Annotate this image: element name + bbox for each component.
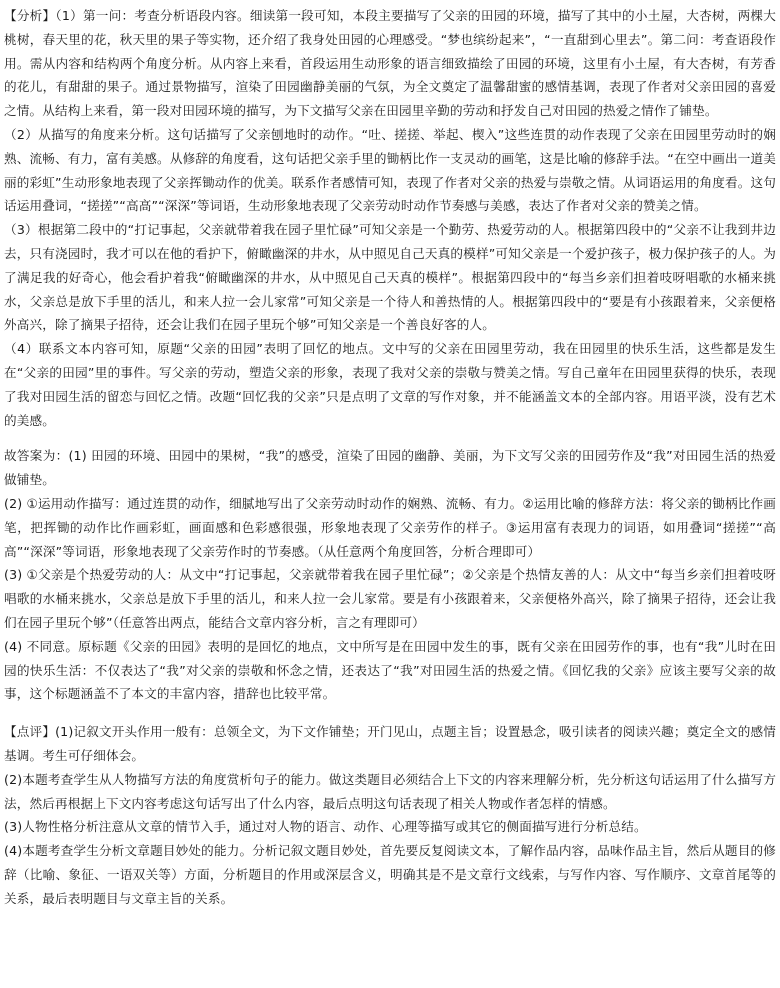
answer-2: (2) ①运用动作描写：通过连贯的动作，细腻地写出了父亲劳动时动作的娴熟、流畅、有力。②运用比喻的修辞方法：将父亲的锄柄比作画笔，把挥锄的动作比作画彩虹，画面感和色彩感很强，形象地表现了父亲劳作的样子。③运用富有表现力的词语，如用叠词“搓搓”“高高”“深深”等词语，形象地表现了父亲劳作时的节奏感。（从任意两个角度回答，分析合理即可） <box>4 495 776 559</box>
comment-1: 【点评】(1)记叙文开头作用一般有：总领全文，为下文作铺垫；开门见山，点题主旨；设置悬念，吸引读者的阅读兴趣；奠定全文的感情基调。考生可仔细体会。 <box>4 724 776 763</box>
comment-2: (2)本题考查学生从人物描写方法的角度赏析句子的能力。做这类题目必须结合上下文的内容来理解分析，先分析这句话运用了什么描写方法，然后再根据上下文内容考虑这句话写出了什么内容，最后点明这句话表现了相关人物或作者怎样的情感。 <box>4 771 776 811</box>
analysis-paragraph-4: （4）联系文本内容可知，原题“父亲的田园”表明了回忆的地点。文中写的父亲在田园里劳动，我在田园里的快乐生活，这些都是发生在“父亲的田园”里的事件。写父亲的劳动，塑造父亲的形象，表现了我对父亲的崇敬与赞美之情。写自己童年在田园里获得的快乐，表现了我对田园生活的留恋与回忆之情。改题“回忆我的父亲”只是点明了文章的写作对象，并不能涵盖文本的全部内容。用语平淡，没有艺术的美感。 <box>4 341 776 428</box>
solution-document <box>4 4 776 910</box>
analysis-tag: 【分析】 <box>4 8 56 23</box>
answer-4: (4) 不同意。原标题《父亲的田园》表明的是回忆的地点，文中所写是在田园中发生的事，既有父亲在田园劳作的事，也有“我”儿时在田园的快乐生活：不仅表达了“我”对父亲的崇敬和怀念之情，还表达了“我”对田园生活的热爱之情。《回忆我的父亲》应该主要写父亲的故事，这个标题涵盖不了本文的丰富内容，措辞也比较平常。 <box>4 638 776 702</box>
answer-intro: 故答案为：(1) 田园的环境、田园中的果树，“我”的感受，渲染了田园的幽静、美丽，为下文写父亲的田园劳作及“我”对田园生活的热爱做铺垫。 <box>4 448 776 488</box>
analysis-paragraph-3: （3）根据第二段中的“打记事起，父亲就带着我在园子里忙碌”可知父亲是一个勤劳、热爱劳动的人。根据第四段中的“父亲不让我到井边去，只有浇园时，我才可以在他的看护下，俯瞰幽深的井水，从中照见自己天真的模样”可知父亲是一个爱护孩子，极力保护孩子的人。为了满足我的好奇心，他会看护着我“俯瞰幽深的井水，从中照见自己天真的模样”。根据第四段中的“每当乡亲们担着吱呀唱歌的水桶来挑水，父亲总是放下手里的活儿，和来人拉一会儿家常”可知父亲是一个待人和善热情的人。根据第四段中的“要是有小孩跟着来，父亲便格外高兴，除了摘果子招待，还会让我们在园子里玩个够”可知父亲是一个善良好客的人。 <box>4 222 776 333</box>
analysis-paragraph-2: （2）从描写的角度来分析。这句话描写了父亲刨地时的动作。“吐、搓搓、举起、楔入”这些连贯的动作表现了父亲在田园里劳动时的娴熟、流畅、有力，富有美感。从修辞的角度看，这句话把父亲手里的锄柄比作一支灵动的画笔，这是比喻的修辞手法。“在空中画出一道美丽的彩虹”生动形象地表现了父亲挥锄动作的优美。联系作者感情可知，表现了作者对父亲的热爱与崇敬之情。从词语运用的角度看。这句话运用叠词，“搓搓”“高高”“深深”等词语，生动形象地表现了父亲劳动时动作节奏感与美感，表达了作者对父亲的赞美之情。 <box>4 126 776 214</box>
answer-3: (3) ①父亲是个热爱劳动的人：从文中“打记事起，父亲就带着我在园子里忙碌”；②父亲是个热情友善的人：从文中“每当乡亲们担着吱呀唱歌的水桶来挑水，父亲总是放下手里的活儿，和来人拉一会儿家常。要是有小孩跟着来，父亲便格外高兴，除了摘果子招待，还会让我们在园子里玩个够”（任意答出两点，能结合文章内容分析，言之有理即可） <box>4 567 776 630</box>
comment-4: (4)本题考查学生分析文章题目妙处的能力。分析记叙文题目妙处，首先要反复阅读文本，了解作品内容，品味作品主旨，然后从题目的修辞（比喻、象征、一语双关等）方面，分析题目的作用或深层含义，明确其是不是文章行文线索，与写作内容、写作顺序、文章首尾等的关系，最后表明题目与文章主旨的关系。 <box>4 843 776 906</box>
comment-3: (3)人物性格分析注意从文章的情节入手，通过对人物的语言、动作、心理等描写或其它的侧面描写进行分析总结。 <box>4 819 647 835</box>
analysis-text-1: （1）第一问：考查分析语段内容。细读第一段可知，本段主要描写了父亲的田园的环境，描写了其中的小土屋，大杏树，两棵大桃树，春天里的花，秋天里的果子等实物，还介绍了我身处田园的心理感受。“梦也缤纷起来”，“一直甜到心里去”。第二问：考查语段作用。需从内容和结构两个角度分析。从内容上来看，首段运用生动形象的语言细致描绘了田园的环境，这里有小土屋，有大杏树，有芳香的花儿，有甜甜的果子。通过景物描写，渲染了田园幽静美丽的气氛，为全文奠定了温馨甜蜜的感情基调，表现了作者对父亲田园的喜爱之情。从结构上来看，第一段对田园环境的描写，为下文描写父亲在田园里辛勤的劳动和抒发自己对田园的热爱之情作了铺垫。 <box>4 8 776 119</box>
analysis-paragraph-1 <box>4 4 776 123</box>
